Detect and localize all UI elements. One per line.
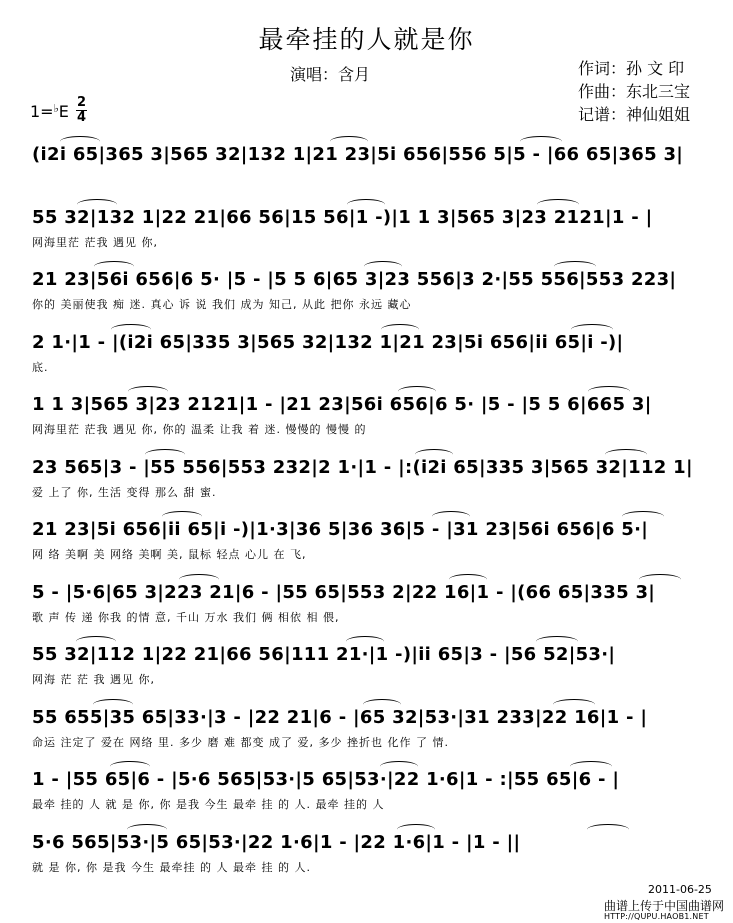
slur-mark bbox=[588, 386, 630, 397]
slur-mark bbox=[397, 824, 435, 835]
slur-mark bbox=[76, 636, 116, 647]
slur-mark bbox=[77, 199, 117, 210]
notation-line: 21 23|5i 656|ii 65|i -)|1·3|36 5|36 36|5 - |31 23|56i 656|6 5·| bbox=[32, 519, 649, 540]
slur-mark bbox=[380, 761, 418, 772]
singer-credit: 演唱：含月 bbox=[290, 65, 371, 84]
slur-mark bbox=[536, 636, 578, 647]
notation-line: 23 565|3 - |55 556|553 232|2 1·|1 - |:(i2i 65|335 3|565 32|112 1| bbox=[32, 457, 693, 478]
slur-mark bbox=[520, 136, 562, 147]
slur-mark bbox=[570, 761, 612, 772]
slur-mark bbox=[364, 261, 402, 272]
slur-mark bbox=[605, 449, 647, 460]
slur-mark bbox=[347, 199, 385, 210]
slur-mark bbox=[449, 574, 487, 585]
lyric-line: 底. bbox=[32, 361, 49, 374]
notation-line: 1 - |55 65|6 - |5·6 565|53·|5 65|53·|22 1·6|1 - :|55 65|6 - | bbox=[32, 769, 620, 790]
slur-mark bbox=[111, 324, 151, 335]
notation-line: 55 32|112 1|22 21|66 56|111 21·|1 -)|ii 65|3 - |56 52|53·| bbox=[32, 644, 616, 665]
slur-mark bbox=[537, 199, 579, 210]
song-title: 最牵挂的人就是你 bbox=[258, 25, 475, 54]
slur-mark bbox=[553, 699, 595, 710]
lyric-line: 歌 声 传 递 你我 的情 意, 千山 万水 我们 俩 相依 相 偎, bbox=[32, 611, 340, 624]
slur-mark bbox=[346, 636, 384, 647]
footer-url: HTTP://QUPU.HAOB1.NET bbox=[604, 912, 709, 921]
lyric-line: 网 络 美啊 美 网络 美啊 美, 鼠标 轻点 心儿 在 飞, bbox=[32, 548, 307, 561]
notation-line: 5·6 565|53·|5 65|53·|22 1·6|1 - |22 1·6|1 - |1 - || bbox=[32, 832, 521, 853]
lyric-line: 命运 注定了 爱在 网络 里. 多少 磨 难 都变 成了 爱, 多少 挫折也 化作 了 情. bbox=[32, 736, 449, 749]
slur-mark bbox=[587, 824, 629, 835]
key-note: E bbox=[58, 102, 69, 121]
slur-mark bbox=[60, 136, 100, 147]
slur-mark bbox=[128, 386, 168, 397]
slur-mark bbox=[162, 511, 202, 522]
slur-mark bbox=[622, 511, 664, 522]
transcription-date: 2011-06-25 bbox=[648, 883, 712, 896]
slur-mark bbox=[363, 699, 401, 710]
slur-mark bbox=[127, 824, 167, 835]
slur-mark bbox=[179, 574, 219, 585]
slur-mark bbox=[110, 761, 150, 772]
lyric-line: 网海里茫 茫我 遇见 你, bbox=[32, 236, 158, 249]
composer-credit: 作曲：东北三宝 bbox=[578, 82, 691, 101]
footer-text: 曲谱上传于中国曲谱网 bbox=[604, 899, 725, 913]
slur-mark bbox=[415, 449, 453, 460]
key-prefix: 1= bbox=[30, 102, 54, 121]
slur-mark bbox=[93, 699, 133, 710]
lyric-line: 网海 茫 茫 我 遇见 你, bbox=[32, 673, 155, 686]
slur-mark bbox=[398, 386, 436, 397]
slur-mark bbox=[94, 261, 134, 272]
slur-mark bbox=[432, 511, 470, 522]
notation-line: 1 1 3|565 3|23 2121|1 - |21 23|56i 656|6 5· |5 - |5 5 6|665 3| bbox=[32, 394, 652, 415]
slur-mark bbox=[381, 324, 419, 335]
lyric-line: 最牵 挂的 人 就 是 你, 你 是我 今生 最牵 挂 的 人. 最牵 挂的 人 bbox=[32, 798, 385, 811]
time-bottom: 4 bbox=[76, 110, 87, 125]
flat-icon: ♭ bbox=[53, 102, 59, 115]
lyric-line: 爱 上了 你, 生活 变得 那么 甜 蜜. bbox=[32, 486, 217, 499]
slur-mark bbox=[145, 449, 185, 460]
lyric-line: 网海里茫 茫我 遇见 你, 你的 温柔 让我 着 迷. 慢慢的 慢慢 的 bbox=[32, 423, 367, 436]
time-signature bbox=[76, 97, 87, 124]
time-top: 2 bbox=[76, 95, 87, 110]
notation-line: 5 - |5·6|65 3|223 21|6 - |55 65|553 2|22 16|1 - |(66 65|335 3| bbox=[32, 582, 656, 603]
transcriber-credit: 记谱：神仙姐姐 bbox=[578, 105, 691, 124]
notation-line: 55 655|35 65|33·|3 - |22 21|6 - |65 32|53·|31 233|22 16|1 - | bbox=[32, 707, 648, 728]
notation-line: 55 32|132 1|22 21|66 56|15 56|1 -)|1 1 3|565 3|23 2121|1 - | bbox=[32, 207, 653, 228]
notation-line: (i2i 65|365 3|565 32|132 1|21 23|5i 656|556 5|5 - |66 65|365 3| bbox=[32, 144, 684, 165]
slur-mark bbox=[330, 136, 368, 147]
notation-line: 2 1·|1 - |(i2i 65|335 3|565 32|132 1|21 23|5i 656|ii 65|i -)| bbox=[32, 332, 624, 353]
lyricist-credit: 作词：孙 文 印 bbox=[578, 59, 685, 78]
lyric-line: 就 是 你, 你 是我 今生 最牵挂 的 人 最牵 挂 的 人. bbox=[32, 861, 311, 874]
slur-mark bbox=[554, 261, 596, 272]
slur-mark bbox=[571, 324, 613, 335]
lyric-line: 你的 美丽使我 痴 迷. 真心 诉 说 我们 成为 知己, 从此 把你 永远 藏心 bbox=[32, 298, 412, 311]
slur-mark bbox=[639, 574, 681, 585]
key-signature bbox=[30, 102, 69, 121]
notation-line: 21 23|56i 656|6 5· |5 - |5 5 6|65 3|23 556|3 2·|55 556|553 223| bbox=[32, 269, 677, 290]
